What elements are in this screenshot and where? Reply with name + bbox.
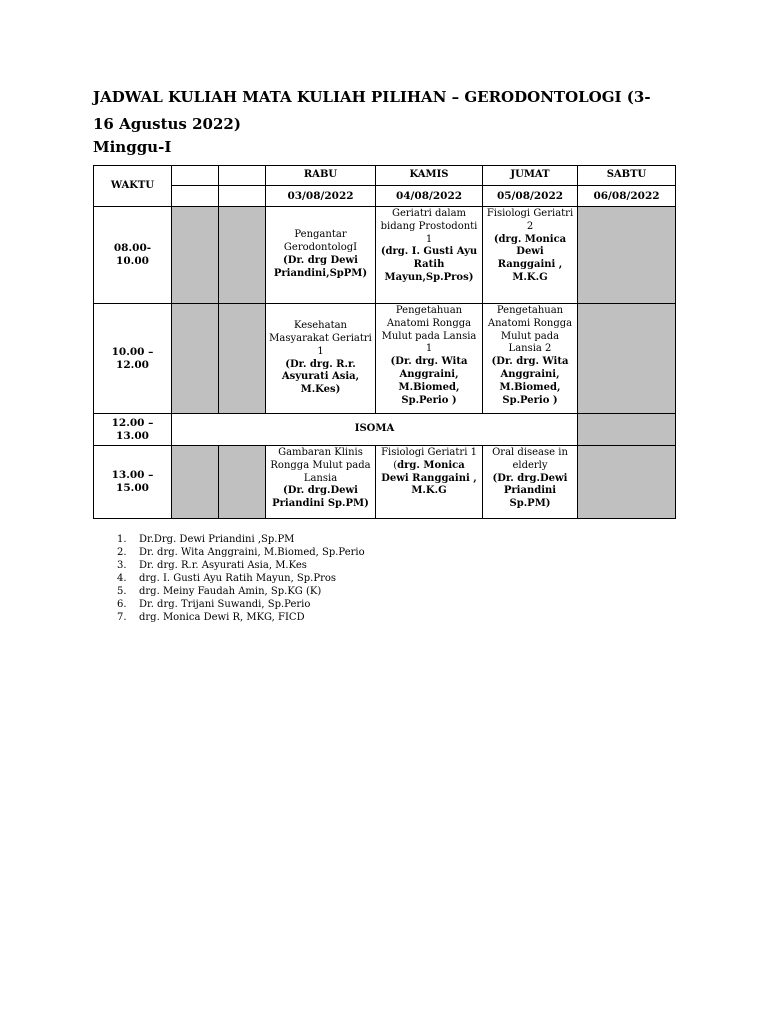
list-item	[93, 559, 365, 572]
lecturer-name: drg. Monica Dewi R, MKG, FICD	[139, 612, 305, 623]
blank-date-cell	[172, 186, 219, 207]
list-item	[93, 546, 365, 559]
day-header-rabu: RABU	[266, 166, 376, 186]
list-number: 5.	[117, 586, 127, 597]
empty-gray-cell	[172, 207, 219, 304]
session-lecturer: (Dr. drg. Wita Anggraini, M.Biomed, Sp.Perio )	[491, 356, 569, 406]
blank-header-cell	[172, 166, 219, 186]
time-slot: 13.00 – 15.00	[94, 446, 172, 519]
session-title: Oral disease in elderly	[492, 447, 568, 471]
session-cell	[483, 446, 578, 519]
list-item	[93, 533, 365, 546]
session-lecturer: (drg. Monica Dewi Ranggaini , M.K.G	[493, 233, 567, 283]
session-cell	[266, 446, 376, 519]
session-cell	[483, 304, 578, 414]
time-slot: 12.00 – 13.00	[94, 414, 172, 446]
list-item	[93, 572, 365, 585]
list-item	[93, 598, 365, 611]
lecturer-list	[93, 533, 365, 624]
waktu-header: WAKTU	[94, 166, 172, 207]
session-lecturer: (Dr. drg. Wita Anggraini, M.Biomed, Sp.Perio )	[390, 356, 468, 406]
empty-gray-cell	[578, 414, 676, 446]
session-title: Fisiologi Geriatri 1 (	[381, 447, 477, 471]
session-lecturer: drg. Monica Dewi Ranggaini , M.K.G	[381, 459, 477, 497]
session-lecturer: (Dr. drg. R.r. Asyurati Asia, M.Kes)	[281, 358, 360, 396]
empty-gray-cell	[172, 446, 219, 519]
session-title: Pengetahuan Anatomi Rongga Mulut pada Lansia 1	[381, 305, 477, 355]
session-lecturer: (Dr. drg.Dewi Priandini Sp.PM)	[272, 485, 369, 510]
date-jumat: 05/08/2022	[483, 186, 578, 207]
time-slot: 10.00 – 12.00	[94, 304, 172, 414]
lecturer-name: drg. Meiny Faudah Amin, Sp.KG (K)	[139, 586, 322, 597]
empty-gray-cell	[578, 207, 676, 304]
session-title: Gambaran Klinis Rongga Mulut pada Lansia	[270, 447, 371, 484]
date-kamis: 04/08/2022	[376, 186, 483, 207]
lecturer-name: Dr. drg. R.r. Asyurati Asia, M.Kes	[139, 560, 307, 571]
empty-gray-cell	[172, 304, 219, 414]
session-lecturer: (drg. I. Gusti Ayu Ratih Mayun,Sp.Pros)	[380, 246, 478, 283]
blank-header-cell	[219, 166, 266, 186]
day-header-kamis: KAMIS	[376, 166, 483, 186]
session-title: Kesehatan Masyarakat Geriatri 1	[269, 320, 372, 357]
schedule-table	[93, 165, 676, 519]
table-row	[94, 207, 676, 304]
list-item	[93, 585, 365, 598]
list-number: 2.	[117, 547, 127, 558]
lecturer-name: Dr. drg. Wita Anggraini, M.Biomed, Sp.Perio	[139, 547, 365, 558]
session-title: Pengetahuan Anatomi Rongga Mulut pada Lansia 2	[487, 305, 573, 355]
session-cell	[266, 304, 376, 414]
empty-gray-cell	[219, 304, 266, 414]
lecturer-name: Dr.Drg. Dewi Priandini ,Sp.PM	[139, 534, 295, 545]
table-row	[94, 304, 676, 414]
session-cell	[266, 207, 376, 304]
table-row	[94, 446, 676, 519]
lecturer-name: Dr. drg. Trijani Suwandi, Sp.Perio	[139, 599, 311, 610]
session-lecturer: (Dr. drg.Dewi Priandini Sp.PM)	[492, 472, 568, 510]
list-item	[93, 611, 365, 624]
list-number: 6.	[117, 599, 127, 610]
list-number: 3.	[117, 560, 127, 571]
list-number: 1.	[117, 534, 127, 545]
time-slot: 08.00- 10.00	[94, 207, 172, 304]
isoma-break: ISOMA	[172, 414, 578, 446]
empty-gray-cell	[578, 446, 676, 519]
list-number: 4.	[117, 573, 127, 584]
day-header-jumat: JUMAT	[483, 166, 578, 186]
session-title: Geriatri dalam bidang Prostodonti 1	[380, 208, 478, 245]
date-sabtu: 06/08/2022	[578, 186, 676, 207]
empty-gray-cell	[219, 207, 266, 304]
session-cell	[376, 446, 483, 519]
session-cell	[376, 304, 483, 414]
lecturer-name: drg. I. Gusti Ayu Ratih Mayun, Sp.Pros	[139, 573, 337, 584]
empty-gray-cell	[578, 304, 676, 414]
blank-date-cell	[219, 186, 266, 207]
week-label: Minggu-I	[93, 138, 172, 156]
session-cell	[483, 207, 578, 304]
session-title: Pengantar GerodontologI	[283, 229, 358, 254]
table-date-row	[94, 186, 676, 207]
session-cell	[376, 207, 483, 304]
session-lecturer: (Dr. drg Dewi Priandini,SpPM)	[273, 255, 368, 279]
day-header-sabtu: SABTU	[578, 166, 676, 186]
document-title: JADWAL KULIAH MATA KULIAH PILIHAN – GERODONTOLOGI (3-16 Agustus 2022)	[93, 88, 651, 133]
table-row	[94, 414, 676, 446]
table-header-row	[94, 166, 676, 186]
list-number: 7.	[117, 612, 127, 623]
session-title: Fisiologi Geriatri 2	[486, 208, 574, 232]
empty-gray-cell	[219, 446, 266, 519]
date-rabu: 03/08/2022	[266, 186, 376, 207]
